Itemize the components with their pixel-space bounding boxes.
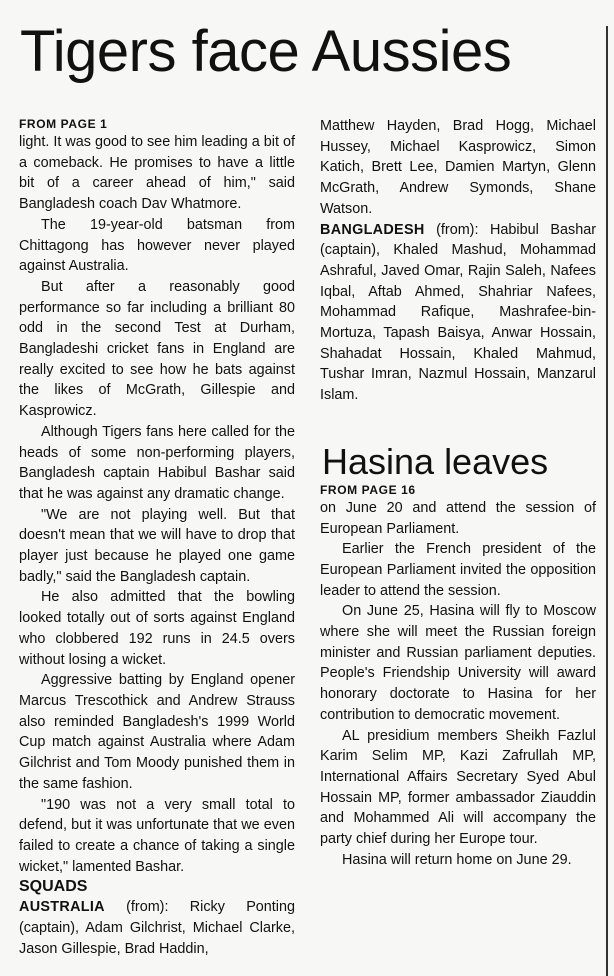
paragraph: Aggressive batting by England opener Marcus Trescothick and Andrew Strauss also reminded Bangladesh's 1999 World Cup match against Australia where Adam Gilchrist and Tom Moody punished them in the same fashion. xyxy=(19,672,295,792)
paragraph: But after a reasonably good performance so far including a brilliant 80 odd in the second Test at Durham, Bangladeshi cricket fans in England are really excited to see how he bats against the likes of McGrath, Gillespie and Kasprowicz. xyxy=(19,278,295,420)
paragraph xyxy=(19,897,295,959)
paragraph: light. It was good to see him leading a bit of a comeback. He promises to have a little bit of a career ahead of him," said Bangladesh coach Dav Whatmore. xyxy=(19,134,295,213)
paragraph: On June 25, Hasina will fly to Moscow where she will meet the Russian foreign minister and Russian parliament deputies. People's Friendship University will award honorary doctorate to Hasina for her contribution to democratic movement. xyxy=(320,603,596,723)
paragraph: Matthew Hayden, Brad Hogg, Michael Hussey, Michael Kasprowicz, Simon Katich, Brett Lee, Damien Martyn, Glenn McGrath, Andrew Symonds, Shane Watson. xyxy=(320,118,596,217)
paragraph: "We are not playing well. But that doesn't mean that we will have to drop that player just because he played one game badly," said the Bangladesh captain. xyxy=(19,506,295,585)
article-body xyxy=(320,498,596,871)
headline: Tigers face Aussies xyxy=(20,19,512,84)
second-headline: Hasina leaves xyxy=(322,440,549,482)
page-edge-rule xyxy=(606,26,608,976)
paragraph: Hasina will return home on June 29. xyxy=(342,851,572,868)
paragraph: The 19-year-old batsman from Chittagong has however never played against Australia. xyxy=(19,216,295,275)
australia-players: (from): Ricky Ponting (captain), Adam Gilchrist, Michael Clarke, Jason Gillespie, Brad Haddin, xyxy=(19,899,295,957)
paragraph xyxy=(320,220,596,406)
right-column xyxy=(320,116,596,871)
paragraph: He also admitted that the bowling looked totally out of sorts against England who clobbered 192 runs in 24.5 overs without losing a wicket. xyxy=(19,589,295,668)
squads-heading: SQUADS xyxy=(19,878,88,896)
paragraph: Although Tigers fans here called for the heads of some non-performing players, Bangladesh captain Habibul Bashar said that he was against any dramatic change. xyxy=(19,423,295,502)
article-body xyxy=(19,132,295,877)
paragraph: AL presidium members Sheikh Fazlul Karim Selim MP, Kazi Zafrullah MP, International Affairs Secretary Syed Abul Hossain MP, former ambassador Ziauddin and Mohammed Ali will accompany the party chief during her Europe tour. xyxy=(320,727,596,848)
team-label-australia: AUSTRALIA xyxy=(19,899,105,916)
squad-continuation xyxy=(320,116,596,406)
paragraph: on June 20 and attend the session of European Parliament. xyxy=(320,499,596,537)
paragraph: Earlier the French president of the European Parliament invited the opposition leader to attend the session. xyxy=(320,541,596,599)
team-label-bangladesh: BANGLADESH xyxy=(320,221,425,238)
paragraph: "190 was not a very small total to defend, but it was unfortunate that we even failed to create a chance of taking a single wicket," lamented Bashar. xyxy=(19,796,295,875)
left-column xyxy=(19,116,295,959)
bangladesh-players: (from): Habibul Bashar (captain), Khaled Mashud, Mohammad Ashraful, Javed Omar, Rajin Saleh, Nafees Iqbal, Aftab Ahmed, Shahriar Nafees, Mohammad Rafique, Mashrafee-bin-Mortuza, Tapash Baisya, Anwar Hossain, Shahadat Hossain, Khaled Mahmud, Tushar Imran, Nazmul Hossain, Manzarul Islam. xyxy=(320,221,596,404)
source-label: FROM PAGE 1 xyxy=(19,117,108,131)
source-label: FROM PAGE 16 xyxy=(320,482,416,497)
squad-australia xyxy=(19,897,295,959)
